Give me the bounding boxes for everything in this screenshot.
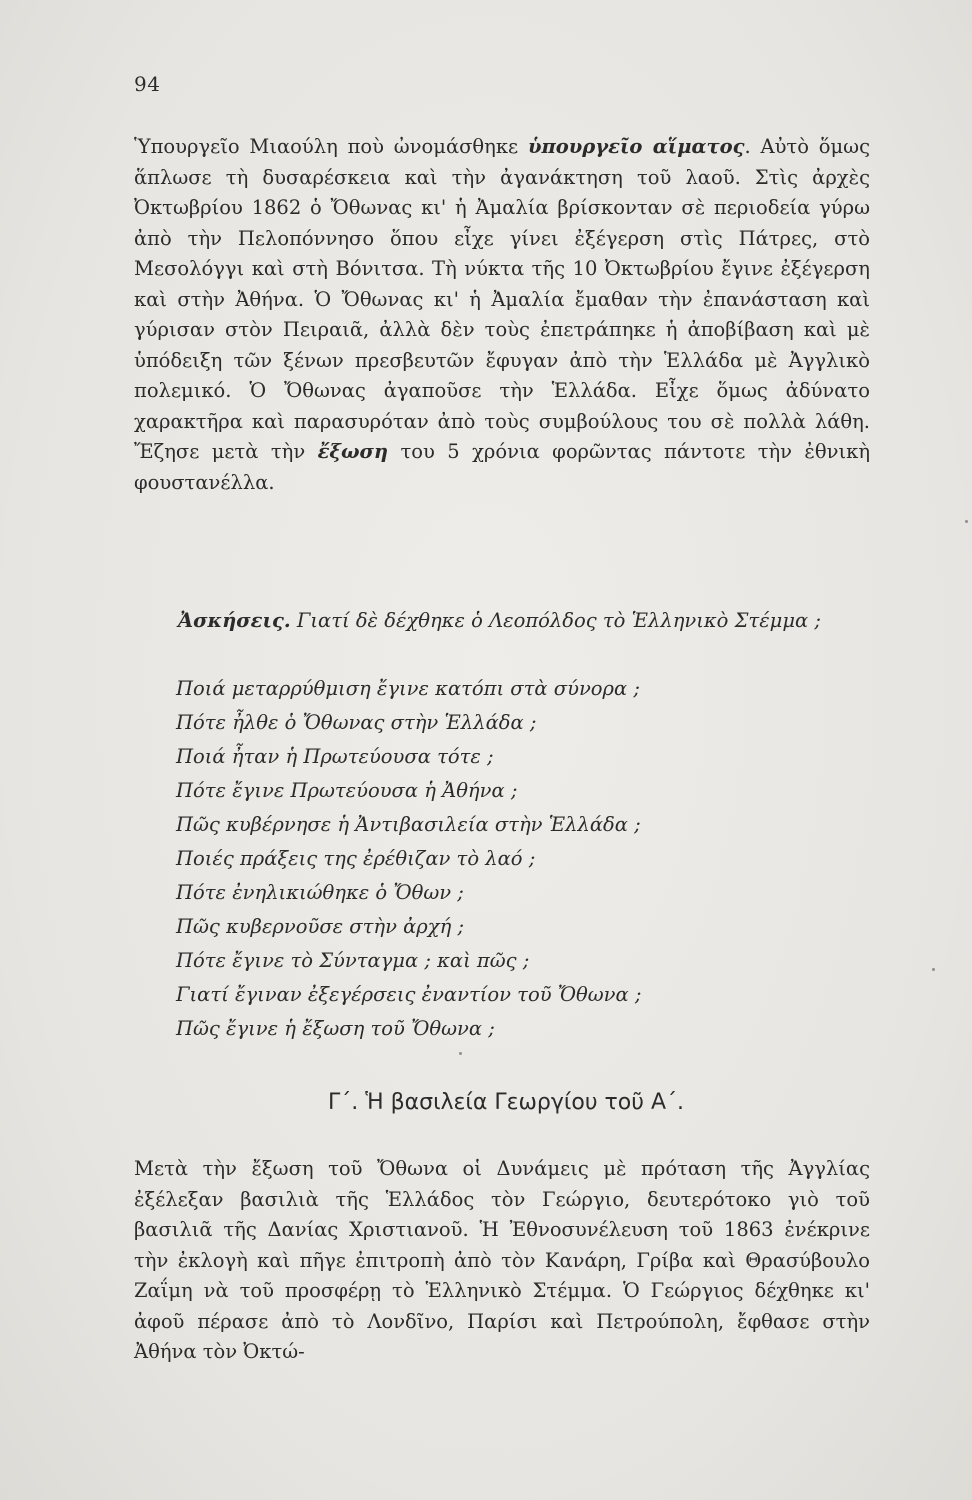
paragraph-george-reign: Μετὰ τὴν ἔξωση τοῦ Ὄθωνα οἱ Δυνάμεις μὲ πρόταση τῆς Ἀγγλίας ἐξέλεξαν βασιλιὰ τῆς Ἑλλάδος τὸν Γεώργιο, δευτερότοκο γιὸ τοῦ βασιλιᾶ τῆς Δανίας Χριστιανοῦ. Ἡ Ἐθνοσυνέλευση τοῦ 1863 ἐνέκρινε τὴν ἐκλογὴ καὶ πῆγε ἐπιτροπὴ ἀπὸ τὸν Κανάρη, Γρίβα καὶ Θρασύβουλο Ζαΐμη νὰ τοῦ προσφέρῃ τὸ Ἑλληνικὸ Στέμμα. Ὁ Γεώργιος δέχθηκε κι' ἀφοῦ πέρασε ἀπὸ τὸ Λονδῖνο, Παρίσι καὶ Πετρούπολη, ἔφθασε στὴν Ἀθήνα τὸν Ὀκτώ- [134, 1157, 870, 1363]
exercise-questions-list [176, 672, 641, 1046]
emphasis-blood-ministry: ὑπουργεῖο αἵματος [527, 135, 745, 158]
exercise-question: Πῶς κυβερνοῦσε στὴν ἀρχή ; [176, 915, 465, 938]
paragraph-text-start: Ὑπουργεῖο Μιαούλη ποὺ ὠνομάσθηκε [134, 135, 528, 158]
exercise-question: Γιατί ἔγιναν ἐξεγέρσεις ἐναντίον τοῦ Ὄθωνα ; [176, 983, 642, 1006]
page-number: 94 [134, 72, 161, 96]
exercises-label: Ἀσκήσεις. [178, 609, 291, 632]
exercise-question: Πότε ἔγινε τὸ Σύνταγμα ; καὶ πῶς ; [176, 949, 530, 972]
exercise-question: Ποιές πράξεις της ἐρέθιζαν τὸ λαό ; [176, 847, 536, 870]
exercise-question: Ποιά ἦταν ἡ Πρωτεύουσα τότε ; [176, 745, 494, 768]
exercise-question: Πῶς ἔγινε ἡ ἔξωση τοῦ Ὄθωνα ; [176, 1017, 495, 1040]
exercise-question: Πότε ἦλθε ὁ Ὄθωνας στὴν Ἑλλάδα ; [176, 711, 537, 734]
section-heading: Γ΄. Ἡ βασιλεία Γεωργίου τοῦ Α΄. [327, 1090, 685, 1115]
exercises-first-question: Γιατί δὲ δέχθηκε ὁ Λεοπόλδος τὸ Ἑλληνικὸ Στέμμα ; [296, 609, 821, 632]
paragraph-othon-ouster [134, 132, 870, 498]
print-speck [459, 1052, 462, 1055]
exercise-question: Πῶς κυβέρνησε ἡ Ἀντιβασιλεία στὴν Ἑλλάδα ; [176, 813, 641, 836]
exercise-question: Πότε ἐνηλικιώθηκε ὁ Ὄθων ; [176, 881, 464, 904]
exercise-question: Πότε ἔγινε Πρωτεύουσα ἡ Ἀθήνα ; [176, 779, 518, 802]
emphasis-exile: ἔξωση [317, 440, 389, 463]
paragraph-text-middle: . Αὐτὸ ὅμως ἅπλωσε τὴ δυσαρέσκεια καὶ τὴν ἀγανάκτηση τοῦ λαοῦ. Στὶς ἀρχὲς Ὀκτωβρίου 1862 ὁ Ὄθωνας κι' ἡ Ἀμαλία βρίσκονταν σὲ περιοδεία γύρω ἀπὸ τὴν Πελοπόννησο ὅπου εἶχε γίνει ἐξέγερση στὶς Πάτρες, στὸ Μεσολόγγι καὶ στὴ Βόνιτσα. Τὴ νύκτα τῆς 10 Ὀκτωβρίου ἔγινε ἐξέγερση καὶ στὴν Ἀθήνα. Ὁ Ὄθωνας κι' ἡ Ἀμαλία ἔμαθαν τὴν ἐπανάσταση καὶ γύρισαν στὸν Πειραιᾶ, ἀλλὰ δὲν τοὺς ἐπετράπηκε ἡ ἀποβίβαση καὶ μὲ ὑπόδειξη τῶν ξένων πρεσβευτῶν ἔφυγαν ἀπὸ τὴν Ἑλλάδα μὲ Ἀγγλικὸ πολεμικό. Ὁ Ὄθωνας ἀγαποῦσε τὴν Ἑλλάδα. Εἶχε ὅμως ἀδύνατο χαρακτῆρα καὶ παρασυρόταν ἀπὸ τοὺς συμβούλους του σὲ πολλὰ λάθη. Ἔζησε μετὰ τὴν [134, 135, 870, 463]
exercises-intro [134, 604, 870, 637]
exercise-question: Ποιά μεταρρύθμιση ἔγινε κατόπι στὰ σύνορα ; [176, 677, 640, 700]
print-speck [965, 520, 968, 523]
print-speck [932, 968, 935, 971]
paragraph-text-end: του 5 χρόνια φορῶντας πάντοτε τὴν ἐθνικὴ φουστανέλλα. [134, 440, 870, 494]
